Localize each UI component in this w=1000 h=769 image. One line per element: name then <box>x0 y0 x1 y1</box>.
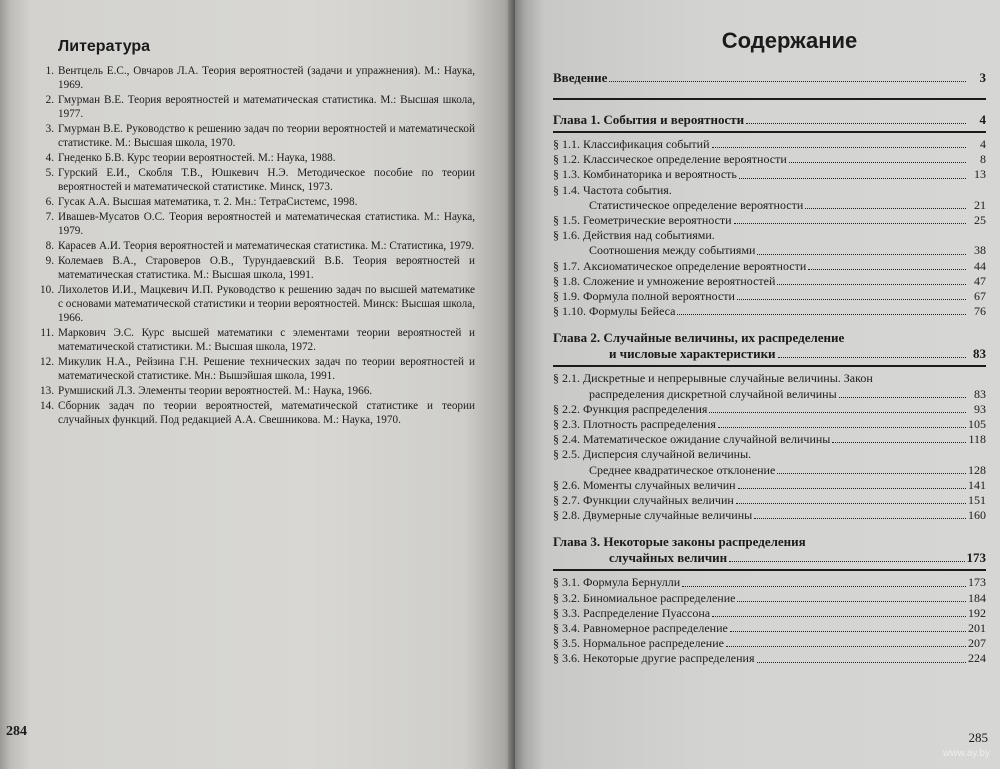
toc-section-label: § 1.10. Формулы Бейеса <box>553 304 676 319</box>
toc-chapter-title-cont-page: 173 <box>966 550 986 566</box>
bibliography-list <box>28 64 475 427</box>
toc-section <box>553 493 986 508</box>
toc-section-label: § 1.6. Действия над событиями. <box>553 228 715 243</box>
bibliography-title: Литература <box>58 38 151 55</box>
leader-dots <box>777 284 966 285</box>
leader-dots <box>729 561 964 562</box>
leader-dots <box>677 314 966 315</box>
toc-chapter-title-page: 4 <box>979 112 986 127</box>
toc-intro-label: Введение <box>553 70 608 85</box>
bibliography-item-number: 6. <box>45 196 54 208</box>
bibliography-item <box>28 210 475 238</box>
toc-section-cont-page: 21 <box>974 197 986 212</box>
leader-dots <box>839 397 966 398</box>
page-number-left: 284 <box>6 724 27 739</box>
leader-dots <box>737 601 966 602</box>
toc-section-label: § 1.7. Аксиоматическое определение вероятности <box>553 258 807 273</box>
toc-chapter-title-cont-label: случайных величин <box>609 550 728 566</box>
toc-section-page: 160 <box>968 508 986 523</box>
bibliography-item-text: Румшиский Л.З. Элементы теории вероятностей. М.: Наука, 1966. <box>58 385 373 397</box>
toc-section-label: § 1.1. Классификация событий <box>553 137 710 151</box>
toc-section-cont-page: 83 <box>974 386 986 401</box>
leader-dots <box>777 473 966 474</box>
toc-section-page: 173 <box>968 575 986 590</box>
leader-dots <box>832 442 966 443</box>
leader-dots <box>754 518 966 519</box>
toc-section-page: 201 <box>968 621 986 636</box>
toc-section <box>553 274 986 289</box>
toc-section-label: § 1.5. Геометрические вероятности <box>553 213 732 228</box>
bibliography-item <box>28 151 475 165</box>
watermark: www.ay.by <box>942 748 990 759</box>
right-page <box>515 0 1000 769</box>
toc-section-cont-label: Соотношения между событиями <box>589 243 756 258</box>
leader-dots <box>682 586 966 587</box>
toc-section-label: § 3.5. Нормальное распределение <box>553 636 724 651</box>
toc-section <box>553 289 986 304</box>
toc-section-label: § 1.4. Частота события. <box>553 182 672 197</box>
toc-section-label: § 2.2. Функция распределения <box>553 401 708 416</box>
toc-section-page: 4 <box>980 137 986 151</box>
leader-dots <box>789 162 966 163</box>
toc-section-page: 13 <box>974 167 986 182</box>
bibliography-item-text: Маркович Э.С. Курс высшей математики с элементами теории вероятностей и математической статистики. М.: Высшая школа, 1972. <box>58 327 475 353</box>
toc-chapter-heading <box>553 112 986 133</box>
bibliography-item-number: 9. <box>45 255 54 267</box>
toc-section-label: § 1.8. Сложение и умножение вероятностей <box>553 273 776 288</box>
toc-section-page: 76 <box>974 304 986 319</box>
toc-chapter-heading <box>553 534 986 571</box>
toc-chapters <box>553 112 986 667</box>
toc-section-cont <box>553 243 986 258</box>
toc-intro-block <box>553 70 986 100</box>
toc-section-page: 224 <box>968 651 986 666</box>
toc-section-cont-label: Среднее квадратическое отклонение <box>589 462 776 477</box>
toc-section-label: § 2.5. Дисперсия случайной величины. <box>553 447 752 462</box>
toc-chapter-title-label: Глава 1. События и вероятности <box>553 112 745 127</box>
toc-section-label: § 2.1. Дискретные и непрерывные случайные величины. Закон <box>553 371 873 386</box>
toc-section-label: § 3.4. Равномерное распределение <box>553 621 728 636</box>
toc-section-cont <box>553 198 986 213</box>
toc-section <box>553 575 986 590</box>
leader-dots <box>805 208 966 209</box>
leader-dots <box>739 178 966 179</box>
contents-title: Содержание <box>721 28 858 53</box>
toc-chapter-block <box>553 534 986 666</box>
bibliography-item <box>28 239 475 253</box>
leader-dots <box>808 269 966 270</box>
leader-dots <box>734 223 966 224</box>
bibliography-item <box>28 254 475 282</box>
toc-section <box>553 606 986 621</box>
bibliography-item-text: Гмурман В.Е. Руководство к решению задач по теории вероятностей и математической статистике. М.: Высшая школа, 1970. <box>58 123 475 149</box>
bibliography-item-number: 13. <box>40 385 54 397</box>
bibliography-item-text: Микулик Н.А., Рейзина Г.Н. Решение технических задач по теории вероятностей и математической статистике. Мн.: Вышэйшая школа, 1991. <box>58 356 475 382</box>
toc-section <box>553 621 986 636</box>
bibliography-item <box>28 122 475 150</box>
toc-section-cont-page: 128 <box>968 462 986 477</box>
toc-section-label: § 3.2. Биномиальное распределение <box>553 590 736 605</box>
toc-section-page: 93 <box>974 401 986 416</box>
toc-chapter-block <box>553 112 986 319</box>
toc-section <box>553 417 986 432</box>
leader-dots <box>746 123 966 124</box>
toc-chapter-title: Глава 3. Некоторые законы распределения <box>553 534 806 550</box>
bibliography-item-number: 10. <box>40 284 54 296</box>
leader-dots <box>712 147 966 148</box>
toc-chapter-block <box>553 330 986 523</box>
toc-section <box>553 402 986 417</box>
toc-section-page: 67 <box>974 289 986 304</box>
bibliography-item-number: 2. <box>45 94 54 106</box>
leader-dots <box>609 81 966 82</box>
toc-section-page: 8 <box>980 152 986 167</box>
bibliography-item-number: 1. <box>45 65 54 77</box>
bibliography-item-number: 8. <box>45 240 54 252</box>
bibliography-item <box>28 93 475 121</box>
toc-section-cont-page: 38 <box>974 243 986 258</box>
bibliography-item <box>28 64 475 92</box>
toc-section-page: 118 <box>968 432 986 447</box>
toc-section <box>553 137 986 152</box>
bibliography-item-text: Гурский Е.И., Скобля Т.В., Юшкевич Н.Э. Методическое пособие по теории вероятностей и математической статистике. Минск, 1973. <box>58 167 475 193</box>
toc-section <box>553 213 986 228</box>
toc-section <box>553 371 986 386</box>
bibliography-item <box>28 195 475 209</box>
toc-section-label: § 1.3. Комбинаторика и вероятность <box>553 167 737 182</box>
leader-dots <box>712 616 966 617</box>
toc-section-label: § 3.1. Формула Бернулли <box>553 575 681 590</box>
leader-dots <box>757 254 966 255</box>
bibliography-item-number: 3. <box>45 123 54 135</box>
toc-section-label: § 2.8. Двумерные случайные величины <box>553 508 753 523</box>
toc-section-label: § 3.6. Некоторые другие распределения <box>553 651 755 666</box>
toc-section <box>553 478 986 493</box>
toc-section-page: 192 <box>968 605 986 620</box>
toc-section-page: 141 <box>968 477 986 492</box>
toc-section-page: 184 <box>968 590 986 605</box>
toc-chapter-title-cont <box>553 346 986 362</box>
leader-dots <box>709 412 966 413</box>
toc-section-cont <box>553 387 986 402</box>
leader-dots <box>778 357 966 358</box>
toc-section-page: 207 <box>968 636 986 651</box>
toc-section <box>553 636 986 651</box>
toc-section <box>553 304 986 319</box>
bibliography-item-text: Гнеденко Б.В. Курс теории вероятностей. М.: Наука, 1988. <box>58 152 336 164</box>
toc-section-label: § 1.2. Классическое определение вероятности <box>553 152 787 167</box>
bibliography-item <box>28 384 475 398</box>
toc-section <box>553 591 986 606</box>
toc-section-label: § 2.4. Математическое ожидание случайной величины <box>553 432 831 447</box>
bibliography-item-number: 5. <box>45 167 54 179</box>
toc-section-label: § 1.9. Формула полной вероятности <box>553 289 735 304</box>
leader-dots <box>730 631 966 632</box>
bibliography-item-text: Лихолетов И.И., Мацкевич И.П. Руководство к решению задач по высшей математике с основами математической статистики и теории вероятностей. Минск: Высшая школа, 1966. <box>58 284 475 324</box>
toc-section-page: 25 <box>974 213 986 228</box>
toc-section-cont-label: распределения дискретной случайной величины <box>589 386 837 401</box>
toc-chapter-title-cont-label: и числовые характеристики <box>609 346 776 362</box>
bibliography-item <box>28 326 475 354</box>
bibliography-item-text: Гмурман В.Е. Теория вероятностей и математическая статистика. М.: Высшая школа, 1977. <box>58 94 475 120</box>
bibliography-item-text: Гусак А.А. Высшая математика, т. 2. Мн.: ТетраСистемс, 1998. <box>58 196 358 208</box>
bibliography-item-number: 11. <box>40 327 54 339</box>
toc-section <box>553 152 986 167</box>
toc-section-label: § 2.3. Плотность распределения <box>553 417 716 432</box>
leader-dots <box>718 427 966 428</box>
toc-section <box>553 432 986 447</box>
toc-section-page: 47 <box>974 273 986 288</box>
toc-section-label: § 2.7. Функции случайных величин <box>553 493 734 508</box>
toc-section-cont <box>553 463 986 478</box>
bibliography-item <box>28 355 475 383</box>
toc-chapter-heading <box>553 330 986 367</box>
toc-section-page: 151 <box>968 493 986 508</box>
leader-dots <box>738 488 966 489</box>
toc-section <box>553 228 986 243</box>
bibliography-item-text: Карасев А.И. Теория вероятностей и математическая статистика. М.: Статистика, 1979. <box>58 240 475 252</box>
page-number-right: 285 <box>968 730 988 745</box>
toc-chapter-title-cont <box>553 550 986 566</box>
leader-dots <box>726 646 966 647</box>
toc-chapter-title: Глава 2. Случайные величины, их распределение <box>553 330 845 346</box>
toc-chapter-title-cont-page: 83 <box>973 346 986 362</box>
toc-section <box>553 447 986 462</box>
leader-dots <box>757 662 967 663</box>
toc-section <box>553 183 986 198</box>
bibliography-item <box>28 399 475 427</box>
bibliography-item-text: Сборник задач по теории вероятностей, математической статистике и теории случайных функций. Под редакцией А.А. Свешникова. М.: Наука, 1970. <box>58 400 475 426</box>
toc-section-page: 105 <box>968 417 986 432</box>
toc-section-page: 44 <box>974 258 986 273</box>
bibliography-item-number: 7. <box>45 211 54 223</box>
toc-intro-line <box>553 70 986 86</box>
toc-section-label: § 2.6. Моменты случайных величин <box>553 477 736 492</box>
toc-chapter-title <box>553 112 986 128</box>
bibliography-item <box>28 166 475 194</box>
toc-intro-page: 3 <box>979 70 986 85</box>
toc-section <box>553 508 986 523</box>
leader-dots <box>737 299 966 300</box>
toc-section <box>553 167 986 182</box>
toc-section-cont-label: Статистическое определение вероятности <box>589 197 804 212</box>
bibliography-item-number: 12. <box>40 356 54 368</box>
bibliography-item-text: Вентцель Е.С., Овчаров Л.А. Теория вероятностей (задачи и упражнения). М.: Наука, 1969. <box>58 65 475 91</box>
toc-section-label: § 3.3. Распределение Пуассона <box>553 605 711 620</box>
bibliography-item-text: Ивашев-Мусатов О.С. Теория вероятностей и математическая статистика. М.: Наука, 1979. <box>58 211 475 237</box>
bibliography-item <box>28 283 475 325</box>
leader-dots <box>736 503 966 504</box>
bibliography-item-number: 4. <box>45 152 54 164</box>
bibliography-item-text: Колемаев В.А., Староверов О.В., Турундаевский В.Б. Теория вероятностей и математическая статистика. М.: Высшая школа, 1991. <box>58 255 475 281</box>
toc-section <box>553 651 986 666</box>
toc-section <box>553 259 986 274</box>
bibliography-item-number: 14. <box>40 400 54 412</box>
